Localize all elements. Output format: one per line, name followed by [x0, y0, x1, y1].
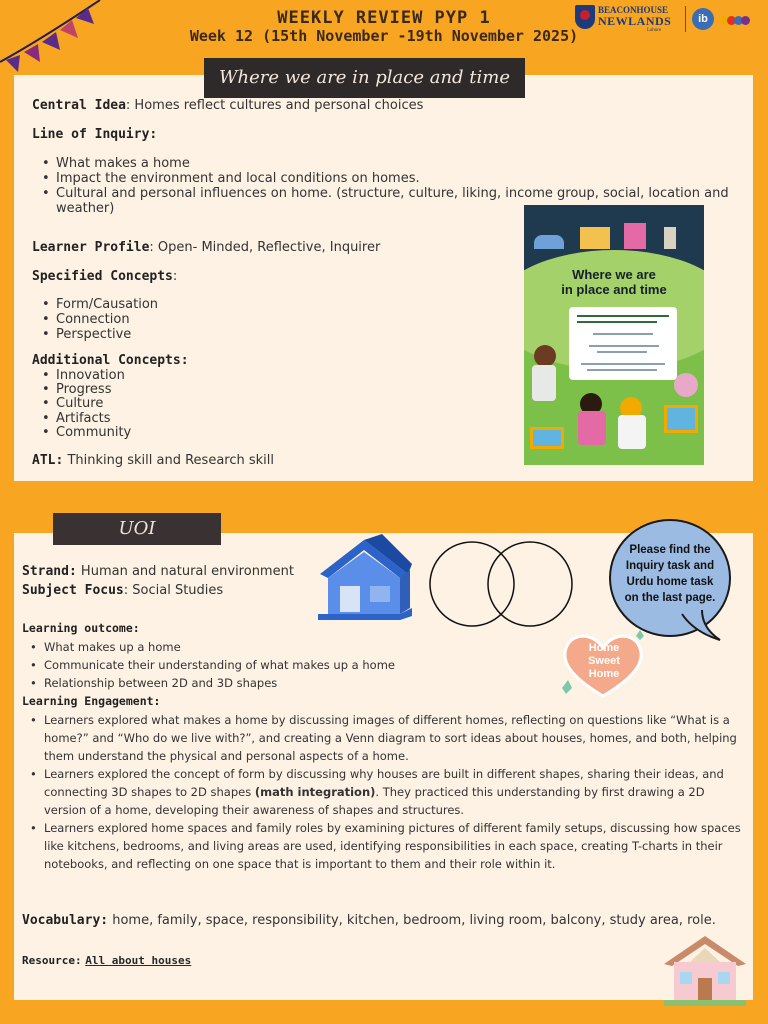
line-of-inquiry-heading	[32, 127, 157, 142]
pyp-dots-icon	[720, 10, 748, 29]
engagement-bold-text: (math integration)	[254, 785, 376, 799]
theme-tag: Where we are in place and time	[204, 58, 525, 98]
learner-profile-text: : Open- Minded, Reflective, Inquirer	[149, 240, 381, 255]
logo-text-beaconhouse: BEACONHOUSE	[598, 5, 669, 15]
robot-icon	[674, 373, 698, 397]
house-3d-icon	[312, 534, 416, 620]
subject-focus-label: Subject Focus	[22, 583, 124, 598]
specified-concepts-label: Specified Concepts	[32, 269, 173, 284]
central-idea-text: : Homes reflect cultures and personal choices	[125, 98, 424, 113]
list-item	[30, 711, 742, 765]
easel-icon	[530, 427, 564, 449]
cover-line	[577, 321, 657, 323]
hill-icon	[534, 235, 564, 249]
specified-concepts-heading: Specified Concepts:	[32, 269, 178, 284]
learning-outcomes-list	[30, 638, 742, 692]
windmill-icon	[664, 227, 676, 249]
resource-link[interactable]: All about houses	[85, 954, 192, 967]
list-item: • Artifacts	[42, 412, 131, 426]
list-item: • Form/Causation	[42, 297, 158, 312]
book-cover-image	[524, 205, 704, 465]
resource-label: Resource:	[22, 954, 82, 967]
list-item: • Innovation	[42, 369, 131, 383]
week-range: Week 12 (15th November -19th November 2025)	[189, 27, 579, 45]
cover-title-line1: Where we are	[572, 267, 656, 282]
learning-engagement-list	[30, 711, 742, 873]
easel-icon	[664, 405, 698, 433]
cover-line	[589, 345, 659, 347]
list-item: • What makes a home	[42, 156, 742, 171]
engagement-text: Learners explored the concept of form by discussing why houses are built in different shapes, sharing their ideas, and connecting 3D shapes to 2D shapes	[44, 767, 724, 799]
list-item: • Culture	[42, 397, 131, 411]
learning-engagement-heading	[22, 694, 160, 708]
central-idea-label: Central Idea	[32, 98, 126, 113]
learning-outcome-label: Learning outcome:	[22, 621, 140, 635]
engagement-text-after: . They practiced this understanding by first drawing a 2D version of a home, developing their awareness of shapes and structures.	[44, 785, 705, 817]
strand-text: Human and natural environment	[76, 564, 294, 579]
uoi-tag: UOI	[53, 513, 221, 545]
castle-icon	[624, 223, 646, 249]
subject-focus	[22, 583, 223, 598]
learner-profile-label: Learner Profile	[32, 240, 150, 255]
logo-divider	[685, 6, 686, 32]
pink-house-icon	[660, 934, 750, 1008]
page-title: WEEKLY REVIEW PYP 1	[277, 8, 491, 28]
heart-text-line3: Home	[588, 668, 620, 680]
cover-line	[587, 369, 657, 371]
building-icon	[580, 227, 610, 249]
engagement-text: Learners explored home spaces and family roles by examining pictures of different family setups, discussing how spaces like kitchens, bedrooms, and living areas are used, identifying responsibilities in each space, creating T-charts in their notebooks, and reflecting on one space that is important to them and their role within it.	[44, 821, 741, 871]
ib-logo-icon: ib	[692, 8, 714, 30]
vocabulary	[22, 913, 716, 928]
vocabulary-label: Vocabulary:	[22, 913, 109, 928]
list-item: • Communicate their understanding of what makes up a home	[30, 656, 742, 674]
atl	[32, 453, 274, 468]
strand	[22, 564, 294, 579]
atl-label: ATL:	[32, 453, 64, 468]
learning-outcome-heading	[22, 621, 140, 635]
resource	[22, 953, 191, 967]
child-body-icon	[532, 365, 556, 401]
cover-text-card	[569, 307, 677, 380]
heart-text-line1: Home	[588, 642, 620, 654]
central-idea	[32, 98, 423, 113]
list-item: • Cultural and personal influences on home. (structure, culture, liking, income group, social, location and weather)	[42, 186, 742, 216]
additional-concepts-heading	[32, 353, 189, 368]
logo-text-lahore: Lahore	[647, 28, 662, 33]
subject-focus-text: : Social Studies	[123, 583, 224, 598]
specified-concepts-list	[42, 297, 158, 342]
heart-text-line2: Sweet	[588, 655, 620, 667]
additional-concepts-label: Additional Concepts:	[32, 353, 189, 368]
learner-profile	[32, 240, 380, 255]
list-item: • What makes up a home	[30, 638, 742, 656]
venn-diagram	[428, 540, 574, 628]
beaconhouse-crest-icon	[575, 5, 595, 29]
additional-concepts-list	[42, 369, 131, 440]
list-item: • Impact the environment and local conditions on homes.	[42, 171, 742, 186]
line-of-inquiry-label: Line of Inquiry:	[32, 127, 158, 142]
speech-bubble-text: Please find the Inquiry task and Urdu home task on the last page.	[624, 544, 716, 604]
list-item: • Connection	[42, 312, 158, 327]
cover-line	[581, 363, 665, 365]
cover-title	[524, 267, 704, 297]
list-item: • Relationship between 2D and 3D shapes	[30, 674, 742, 692]
school-logos	[575, 4, 760, 36]
strand-label: Strand:	[22, 564, 77, 579]
child-body-icon	[618, 415, 646, 449]
child-body-icon	[578, 411, 606, 445]
engagement-text: Learners explored what makes a home by discussing images of different homes, reflecting on questions like “What is a home?” and “Who do we live with?”, and creating a Venn diagram to sort ideas about houses, homes, and both, helping them understand the physical and personal aspects of a home.	[44, 713, 737, 763]
list-item	[30, 819, 742, 873]
list-item: • Progress	[42, 383, 131, 397]
atl-text: Thinking skill and Research skill	[63, 453, 274, 468]
list-item: • Community	[42, 426, 131, 440]
cover-title-line2: in place and time	[561, 282, 667, 297]
learning-engagement-label: Learning Engagement:	[22, 694, 161, 708]
vocabulary-text: home, family, space, responsibility, kitchen, bedroom, living room, balcony, study area, role.	[108, 913, 716, 928]
list-item: • Perspective	[42, 327, 158, 342]
child-figure-icon	[534, 345, 556, 367]
logo-text-newlands: NEWLANDS	[598, 14, 672, 28]
cover-line	[597, 351, 647, 353]
cover-line	[577, 315, 669, 317]
cover-line	[593, 333, 653, 335]
list-item	[30, 765, 742, 819]
